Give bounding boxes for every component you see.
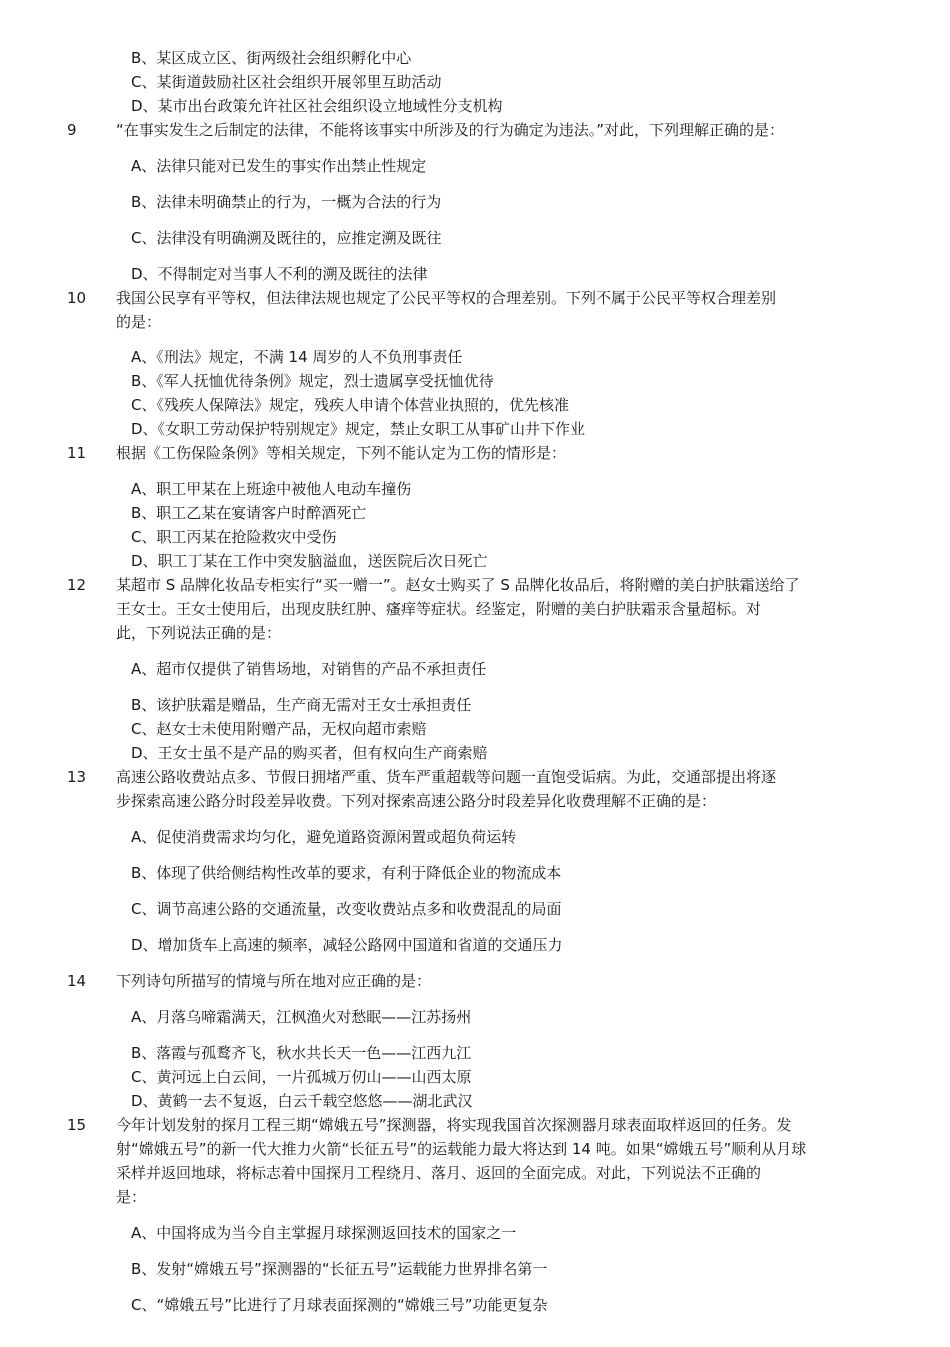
q8-option-d: D、某市出台政策允许社区社会组织设立地域性分支机构: [131, 97, 503, 115]
q11-stem: 根据《工伤保险条例》等相关规定，下列不能认定为工伤的情形是：: [116, 444, 567, 462]
q13-stem-line-1: 高速公路收费站点多、节假日拥堵严重、货车严重超载等问题一直饱受诟病。为此，交通部提出将逐: [116, 768, 777, 786]
q10-stem-line-2: 的是：: [116, 313, 162, 331]
q12-stem-line-1: 某超市 S 品牌化妆品专柜实行“买一赠一”。赵女士购买了 S 品牌化妆品后，将附赠的美白护肤霜送给了: [116, 576, 800, 594]
q14-option-b: B、落霞与孤鹜齐飞，秋水共长天一色——江西九江: [131, 1044, 472, 1062]
q11-option-a: A、职工甲某在上班途中被他人电动车撞伤: [131, 480, 412, 498]
q10-stem-line-1: 我国公民享有平等权，但法律法规也规定了公民平等权的合理差别。下列不属于公民平等权合理差别: [116, 289, 777, 307]
q13-option-b: B、体现了供给侧结构性改革的要求，有利于降低企业的物流成本: [131, 864, 562, 882]
q13-option-d: D、增加货车上高速的频率，减轻公路网中国道和省道的交通压力: [131, 936, 563, 954]
q15-stem-line-2: 射“嫦娥五号”的新一代大推力火箭“长征五号”的运载能力最大将达到 14 吨。如果“嫦娥五号”顺利从月球: [116, 1140, 807, 1158]
q11-option-b: B、职工乙某在宴请客户时醉酒死亡: [131, 504, 367, 522]
q13-option-c: C、调节高速公路的交通流量，改变收费站点多和收费混乱的局面: [131, 900, 562, 918]
q15-option-c: C、“嫦娥五号”比进行了月球表面探测的“嫦娥三号”功能更复杂: [131, 1296, 548, 1314]
q13-stem-line-2: 步探索高速公路分时段差异收费。下列对探索高速公路分时段差异化收费理解不正确的是：: [116, 792, 717, 810]
q15-stem-line-4: 是：: [116, 1188, 147, 1206]
q11-option-d: D、职工丁某在工作中突发脑溢血，送医院后次日死亡: [131, 552, 488, 570]
q12-option-c: C、赵女士未使用附赠产品，无权向超市索赔: [131, 720, 427, 738]
q11-number: 11: [67, 444, 87, 462]
q9-option-c: C、法律没有明确溯及既往的，应推定溯及既往: [131, 229, 442, 247]
q14-option-a: A、月落乌啼霜满天，江枫渔火对愁眠——江苏扬州: [131, 1008, 472, 1026]
q12-option-d: D、王女士虽不是产品的购买者，但有权向生产商索赔: [131, 744, 488, 762]
q15-number: 15: [67, 1116, 87, 1134]
q15-stem-line-3: 采样并返回地球，将标志着中国探月工程绕月、落月、返回的全面完成。对此，下列说法不正确的: [116, 1164, 762, 1182]
q11-option-c: C、职工丙某在抢险救灾中受伤: [131, 528, 337, 546]
q10-option-c: C、《残疾人保障法》规定，残疾人申请个体营业执照的，优先核准: [131, 396, 569, 414]
q8-option-c: C、某街道鼓励社区社会组织开展邻里互助活动: [131, 73, 442, 91]
q10-option-a: A、《刑法》规定，不满 14 周岁的人不负刑事责任: [131, 348, 463, 366]
q13-number: 13: [67, 768, 87, 786]
q14-option-c: C、黄河远上白云间，一片孤城万仞山——山西太原: [131, 1068, 472, 1086]
q12-option-b: B、该护肤霜是赠品，生产商无需对王女士承担责任: [131, 696, 472, 714]
q10-number: 10: [67, 289, 87, 307]
q12-option-a: A、超市仅提供了销售场地，对销售的产品不承担责任: [131, 660, 487, 678]
q15-option-b: B、发射“嫦娥五号”探测器的“长征五号”运载能力世界排名第一: [131, 1260, 548, 1278]
q8-option-b: B、某区成立区、街两级社会组织孵化中心: [131, 49, 412, 67]
q12-stem-line-3: 此，下列说法正确的是：: [116, 624, 282, 642]
q12-number: 12: [67, 576, 87, 594]
q15-stem-line-1: 今年计划发射的探月工程三期“嫦娥五号”探测器，将实现我国首次探测器月球表面取样返回的任务。发: [116, 1116, 792, 1134]
q9-number: 9: [67, 121, 77, 139]
q9-stem: “在事实发生之后制定的法律，不能将该事实中所涉及的行为确定为违法。”对此，下列理解正确的是：: [116, 121, 785, 139]
q9-option-d: D、不得制定对当事人不利的溯及既往的法律: [131, 265, 428, 283]
q10-option-d: D、《女职工劳动保护特别规定》规定，禁止女职工从事矿山井下作业: [131, 420, 586, 438]
q13-option-a: A、促使消费需求均匀化，避免道路资源闲置或超负荷运转: [131, 828, 517, 846]
q14-stem: 下列诗句所描写的情境与所在地对应正确的是：: [116, 972, 432, 990]
q14-option-d: D、黄鹤一去不复返，白云千载空悠悠——湖北武汉: [131, 1092, 473, 1110]
q10-option-b: B、《军人抚恤优待条例》规定，烈士遗属享受抚恤优待: [131, 372, 494, 390]
q14-number: 14: [67, 972, 87, 990]
q12-stem-line-2: 王女士。王女士使用后，出现皮肤红肿、瘙痒等症状。经鉴定，附赠的美白护肤霜汞含量超标。对: [116, 600, 762, 618]
q9-option-b: B、法律未明确禁止的行为，一概为合法的行为: [131, 193, 442, 211]
q15-option-a: A、中国将成为当今自主掌握月球探测返回技术的国家之一: [131, 1224, 517, 1242]
q9-option-a: A、法律只能对已发生的事实作出禁止性规定: [131, 157, 427, 175]
